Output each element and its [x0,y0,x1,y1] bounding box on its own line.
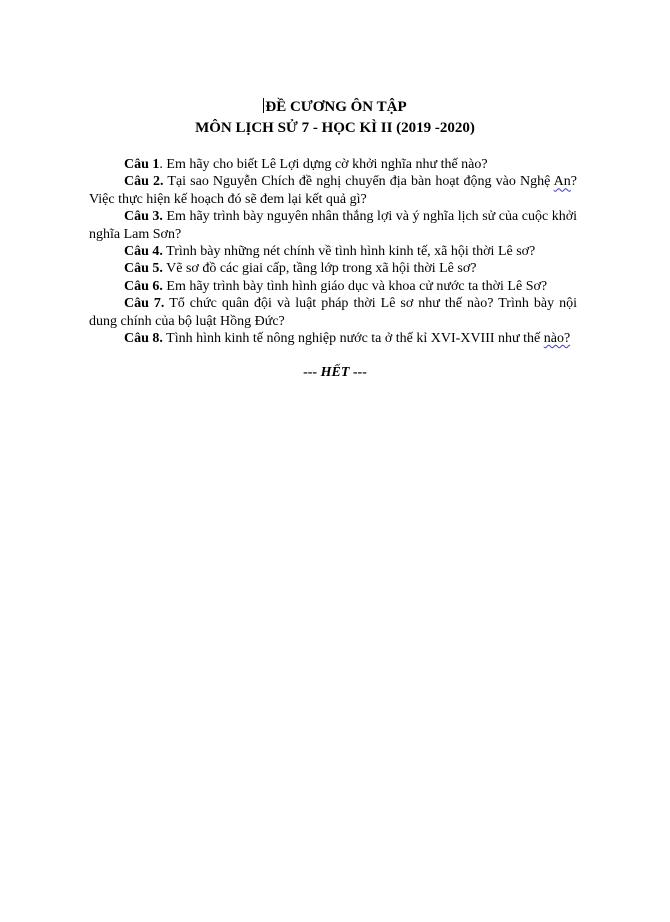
question-label: Câu 2. [124,174,164,190]
question-label: Câu 5. [124,261,163,277]
question-list [89,156,577,347]
question-label-separator: . [159,157,163,172]
question-label: Câu 3. [124,209,163,225]
question-label: Câu 1 [124,157,160,172]
question-1 [89,156,577,173]
end-dashes-left: --- [303,365,318,380]
question-text: Vẽ sơ đồ các giai cấp, tầng lớp trong xã hội thời Lê sơ? [166,261,477,277]
spellcheck-flagged-word[interactable]: nào? [543,331,571,347]
question-text: Tổ chức quân đội và luật pháp thời Lê sơ như thế nào? Trình bày nội dung chính của bộ luật Hồng Đức? [89,296,577,329]
document-title-text: ĐỀ CƯƠNG ÔN TẬP [265,99,407,115]
question-8 [89,330,577,347]
document-subtitle: MÔN LỊCH SỬ 7 - HỌC KÌ II (2019 -2020) [195,120,475,136]
question-text: Em hãy trình bày nguyên nhân thắng lợi và ý nghĩa lịch sử của cuộc khởi nghĩa Lam Sơn? [89,209,578,242]
document-title [0,97,670,117]
end-dashes-right: --- [352,365,367,380]
question-3 [89,208,577,243]
question-text: Tình hình kinh tế nông nghiệp nước ta ở thế kỉ XVI-XVIII như thế [166,331,541,347]
spellcheck-flagged-word[interactable]: An [553,174,571,190]
question-label: Câu 7. [124,296,165,312]
question-4 [89,243,577,260]
end-marker [0,364,670,382]
end-word: HẾT [320,365,350,380]
question-5 [89,260,577,277]
question-text: Trình bày những nét chính về tình hình kinh tế, xã hội thời Lê sơ? [166,244,536,260]
question-text: Tại sao Nguyễn Chích đề nghị chuyển địa bàn hoạt động vào Nghệ [167,174,551,190]
question-7 [89,295,577,330]
question-text: Em hãy trình bày tình hình giáo dục và khoa cử nước ta thời Lê Sơ? [166,278,548,294]
question-text-continued: ? Việc thực hiện kế hoạch đó sẽ đem lại kết quả gì? [89,174,578,207]
question-6 [89,278,577,295]
question-text: Em hãy cho biết Lê Lợi dựng cờ khởi nghĩa như thế nào? [166,157,488,172]
question-label: Câu 6. [124,278,163,294]
question-2 [89,173,577,208]
question-label: Câu 8. [124,331,163,347]
question-label: Câu 4. [124,244,163,260]
